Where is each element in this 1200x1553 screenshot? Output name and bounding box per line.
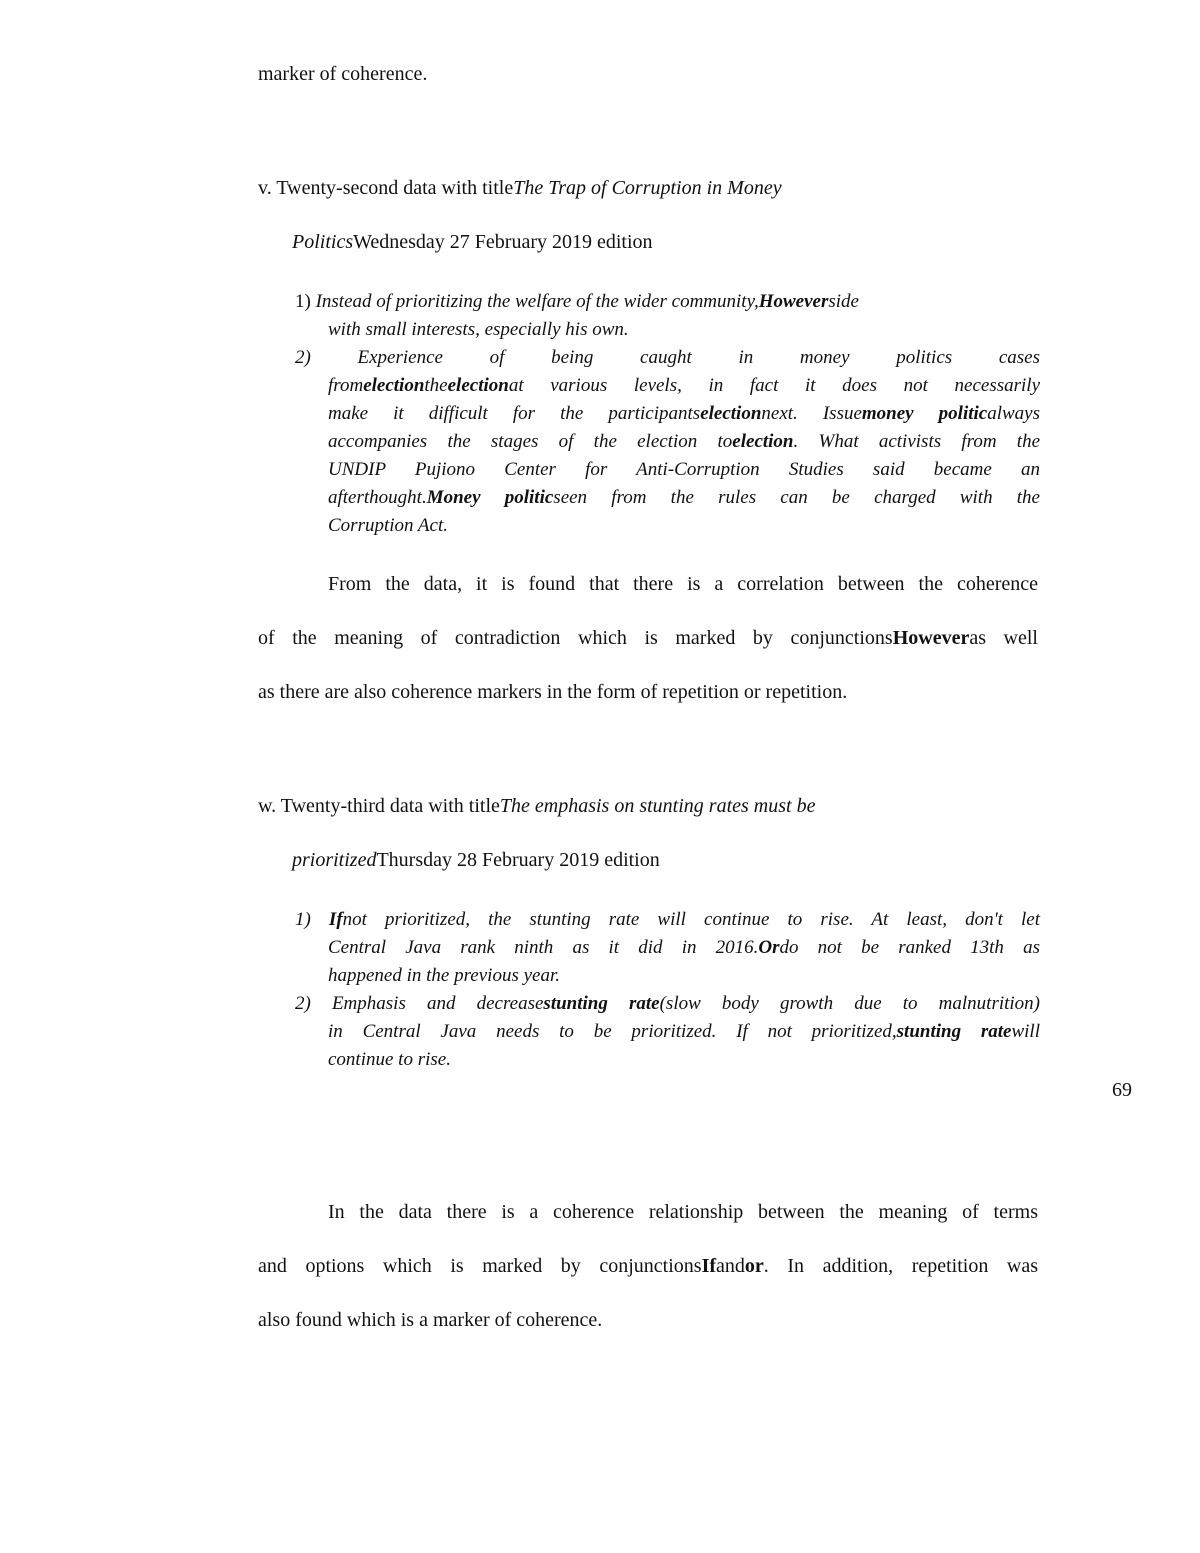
- example-line: Central Java rank ninth as it did in 2016.Ordo not be ranked 13th as: [328, 937, 1040, 958]
- example-line: make it difficult for the participantselectionnext. Issuemoney politicalways: [328, 403, 1040, 424]
- paragraph-line: of the meaning of contradiction which is marked by conjunctionsHoweveras well: [258, 627, 1038, 649]
- example-line: happened in the previous year.: [328, 965, 560, 986]
- paragraph-line: From the data, it is found that there is a correlation between the coherence: [328, 573, 1038, 595]
- section-w-heading-2: prioritizedThursday 28 February 2019 edition: [292, 849, 660, 871]
- section-v-heading-1: v. Twenty-second data with titleThe Trap of Corruption in Money: [258, 177, 782, 199]
- example-line: afterthought.Money politicseen from the rules can be charged with the: [328, 487, 1040, 508]
- top-line: marker of coherence.: [258, 63, 428, 85]
- example-line: 1) Ifnot prioritized, the stunting rate will continue to rise. At least, don't let: [295, 909, 1041, 930]
- paragraph-line: also found which is a marker of coherence.: [258, 1309, 603, 1331]
- example-line: 2) Emphasis and decreasestunting rate(slow body growth due to malnutrition): [295, 993, 1041, 1014]
- example-line: fromelectiontheelectionat various levels, in fact it does not necessarily: [328, 375, 1040, 396]
- paragraph-line: as there are also coherence markers in the form of repetition or repetition.: [258, 681, 848, 703]
- section-w-heading-1: w. Twenty-third data with titleThe emphasis on stunting rates must be: [258, 795, 816, 817]
- example-line: continue to rise.: [328, 1049, 451, 1070]
- section-v-heading-2: PoliticsWednesday 27 February 2019 edition: [292, 231, 653, 253]
- page-number: 69: [1112, 1079, 1132, 1101]
- example-line: Corruption Act.: [328, 515, 448, 536]
- example-line: UNDIP Pujiono Center for Anti-Corruption Studies said became an: [328, 459, 1040, 480]
- example-line: accompanies the stages of the election toelection. What activists from the: [328, 431, 1041, 452]
- example-line: 2) Experience of being caught in money politics cases: [295, 347, 1040, 368]
- example-line: in Central Java needs to be prioritized. If not prioritized,stunting ratewill: [328, 1021, 1040, 1042]
- example-line: 1) Instead of prioritizing the welfare of the wider community,Howeverside: [295, 291, 859, 312]
- paragraph-line: In the data there is a coherence relationship between the meaning of terms: [328, 1201, 1038, 1223]
- example-line: with small interests, especially his own.: [328, 319, 629, 340]
- paragraph-line: and options which is marked by conjunctionsIfandor. In addition, repetition was: [258, 1255, 1039, 1277]
